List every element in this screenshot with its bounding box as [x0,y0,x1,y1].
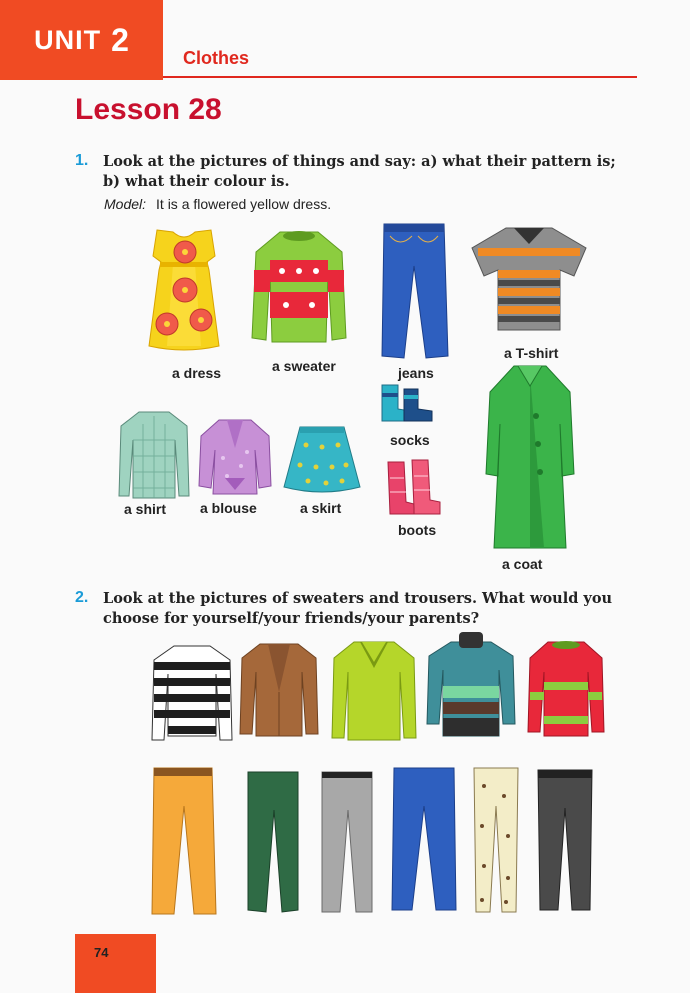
unit-number: 2 [111,21,129,58]
label-skirt: a skirt [300,500,342,516]
dark-grey-leggings-image [534,768,596,914]
exercise-1-line-1: Look at the pictures of things and say: a) what their pattern is; [103,153,616,170]
unit-badge [0,0,163,80]
exercise-2-number: 2. [75,589,89,606]
boots-image [384,458,442,516]
socks-image [378,383,436,423]
blouse-image [197,418,273,496]
jeans-image [378,222,450,360]
label-sweater: a sweater [272,358,336,374]
model-text: It is a flowered yellow dress. [156,196,332,212]
label-dress: a dress [172,365,222,381]
christmas-sweater-image [526,640,606,738]
exercise-2-line-1: Look at the pictures of sweaters and trousers. What would you [103,590,613,607]
header-rule [163,76,637,78]
page-number: 74 [94,945,109,960]
blue-jeans-image [388,766,460,914]
green-vneck-sweater-image [330,640,418,744]
label-blouse: a blouse [200,500,257,516]
green-trousers-image [244,770,302,916]
lesson-title: Lesson 28 [75,93,222,126]
skirt-image [282,425,362,495]
turtleneck-sweater-image [425,632,517,740]
tshirt-image [470,224,588,334]
exercise-1-number: 1. [75,152,89,169]
sweater-image [250,230,348,348]
dress-image [145,228,223,353]
unit-word: UNIT [34,24,102,55]
patterned-leggings-image [470,766,522,916]
label-coat: a coat [502,556,543,572]
shirt-image [117,410,191,500]
exercise-1-line-2: b) what their colour is. [103,173,290,190]
label-boots: boots [398,522,437,538]
page-number-badge [75,934,156,993]
exercise-2-line-2: choose for yourself/your friends/your parents? [103,610,480,627]
label-shirt: a shirt [124,501,167,517]
brown-cardigan-image [238,642,320,738]
striped-sweater-image [150,644,234,744]
label-tshirt: a T-shirt [504,345,559,361]
label-jeans: jeans [398,365,434,381]
label-socks: socks [390,432,430,448]
model-label: Model: [104,196,147,212]
unit-topic: Clothes [183,48,250,68]
model-sentence [104,196,331,212]
grey-trousers-image [318,770,376,916]
coat-image [484,364,576,552]
orange-trousers-image [148,766,218,918]
